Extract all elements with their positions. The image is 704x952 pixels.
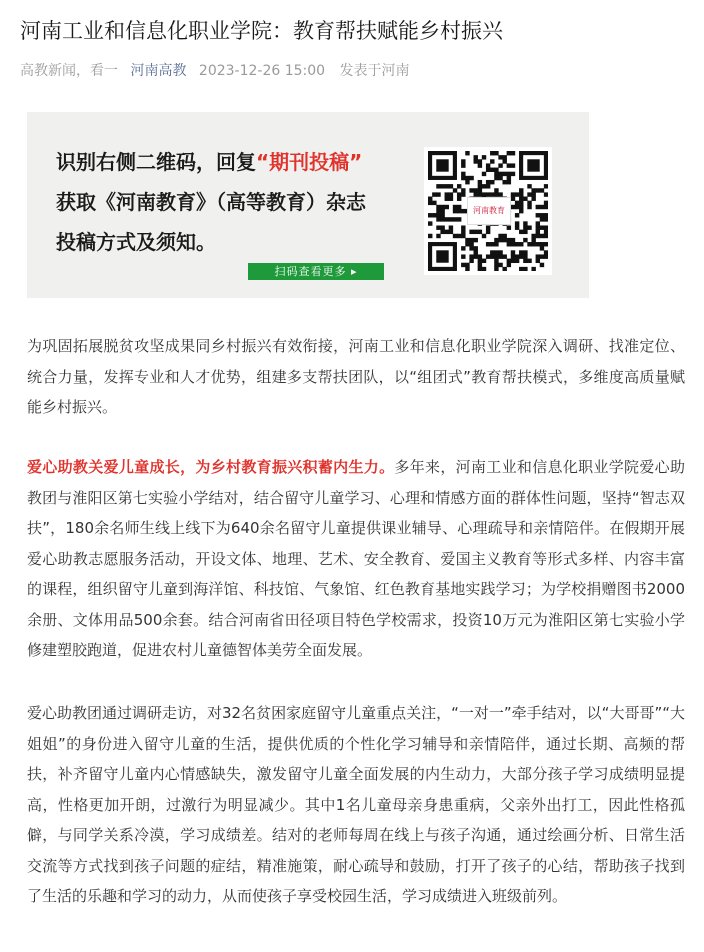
banner-line-1: 识别右侧二维码，回复“期刊投稿” bbox=[56, 150, 363, 174]
banner-line-2: 获取《河南教育》（高等教育）杂志 bbox=[56, 190, 366, 214]
paragraph-2-body: 多年来，河南工业和信息化职业学院爱心助教团与淮阳区第七实验小学结对，结合留守儿童学习、心理和情感方面的群体性问题，坚持“智志双扶”，180余名师生线上线下为640余名留守儿童提供课业辅导、心理疏导和亲情陪伴。在假期开展爱心助教志愿服务活动，开设文体、地理、艺术、安全教育、爱国主义教育等形式多样、内容丰富的课程，组织留守儿童到海洋馆、科技馆、气象馆、红色教育基地实践学习；为学校捐赠图书2000余册、文体用品500余套。结合河南省田径项目特色学校需求，投资10万元为淮阳区第七实验小学修建塑胶跑道，促进农村儿童德智体美劳全面发展。 bbox=[27, 458, 685, 659]
publish-location: 发表于河南 bbox=[339, 63, 410, 79]
scan-more-button[interactable]: 扫码查看更多 ▸ bbox=[248, 263, 384, 280]
qr-center-logo: 河南教育 bbox=[467, 197, 511, 225]
paragraph-3: 爱心助教团通过调研走访，对32名贫困家庭留守儿童重点关注，“一对一”牵手结对，以“大哥哥”“大姐姐”的身份进入留守儿童的生活，提供优质的个性化学习辅导和亲情陪伴，通过长期、高频的帮扶，补齐留守儿童内心情感缺失，激发留守儿童全面发展的内生动力，大部分孩子学习成绩明显提高，性格更加开朗，过激行为明显减少。其中1名儿童母亲身患重病，父亲外出打工，因此性格孤僻，与同学关系冷漠，学习成绩差。结对的老师每周在线上与孩子沟通，通过绘画分析、日常生活交流等方式找到孩子问题的症结，精准施策，耐心疏导和鼓励，打开了孩子的心结，帮助孩子找到了生活的乐趣和学习的动力，从而使孩子享受校园生活，学习成绩进入班级前列。 bbox=[27, 704, 685, 905]
paragraph-1: 为巩固拓展脱贫攻坚成果同乡村振兴有效衔接，河南工业和信息化职业学院深入调研、找准定位、统合力量，发挥专业和人才优势，组建多支帮扶团队，以“组团式”教育帮扶模式，多维度高质量赋能乡村振兴。 bbox=[27, 337, 685, 416]
banner-text bbox=[56, 142, 366, 262]
banner-line-3: 投稿方式及须知。 bbox=[56, 230, 216, 254]
banner-highlight: “期刊投稿” bbox=[256, 150, 363, 174]
paragraph-2-lead: 爱心助教关爱儿童成长，为乡村教育振兴积蓄内生力。 bbox=[27, 458, 395, 476]
qr-code[interactable] bbox=[424, 147, 552, 275]
account-name-link[interactable]: 河南高教 bbox=[130, 63, 187, 79]
article-meta bbox=[20, 60, 410, 80]
paragraph-2 bbox=[27, 452, 685, 666]
article-source: 高教新闻，看一 bbox=[20, 63, 118, 79]
promo-banner[interactable] bbox=[27, 112, 589, 298]
article-title: 河南工业和信息化职业学院：教育帮扶赋能乡村振兴 bbox=[20, 19, 503, 43]
publish-time: 2023-12-26 15:00 bbox=[198, 63, 326, 79]
